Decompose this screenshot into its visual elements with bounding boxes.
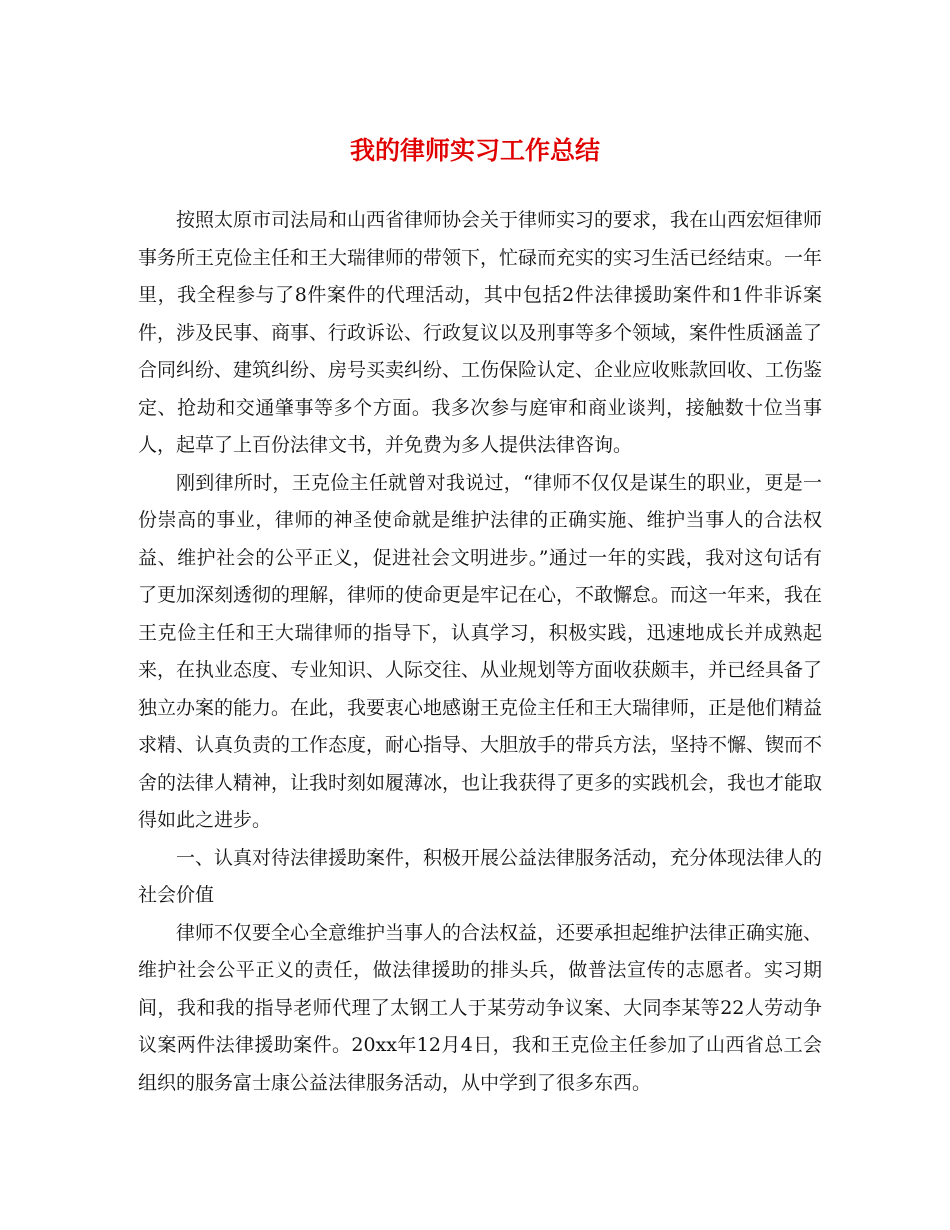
paragraph-intro: 按照太原市司法局和山西省律师协会关于律师实习的要求，我在山西宏烜律师事务所王克俭主任和王大瑞律师的带领下，忙碌而充实的实习生活已经结束。一年里，我全程参与了8件案件的代理活动，其中包括2件法律援助案件和1件非诉案件，涉及民事、商事、行政诉讼、行政复议以及刑事等多个领域，案件性质涵盖了合同纠纷、建筑纠纷、房号买卖纠纷、工伤保险认定、企业应收账款回收、工伤鉴定、抢劫和交通肇事等多个方面。我多次参与庭审和商业谈判，接触数十位当事人，起草了上百份法律文书，并免费为多人提供法律咨询。 <box>138 209 823 456</box>
paragraph-mentor-gratitude: 刚到律所时，王克俭主任就曾对我说过，“律师不仅仅是谋生的职业，更是一份崇高的事业，律师的神圣使命就是维护法律的正确实施、维护当事人的合法权益、维护社会的公平正义，促进社会文明进步。”通过一年的实践，我对这句话有了更加深刻透彻的理解，律师的使命更是牢记在心，不敢懈怠。而这一年来，我在王克俭主任和王大瑞律师的指导下，认真学习，积极实践，迅速地成长并成熟起来，在执业态度、专业知识、人际交往、从业规划等方面收获颇丰，并已经具备了独立办案的能力。在此，我要衷心地感谢王克俭主任和王大瑞律师，正是他们精益求精、认真负责的工作态度，耐心指导、大胆放手的带兵方法，坚持不懈、锲而不舍的法律人精神，让我时刻如履薄冰，也让我获得了更多的实践机会，我也才能取得如此之进步。 <box>138 471 823 831</box>
document-title: 我的律师实习工作总结 <box>349 136 600 165</box>
document-body <box>138 202 822 1102</box>
paragraph-legal-aid: 律师不仅要全心全意维护当事人的合法权益，还要承担起维护法律正确实施、维护社会公平正义的责任，做法律援助的排头兵，做普法宣传的志愿者。实习期间，我和我的指导老师代理了太钢工人于某劳动争议案、大同李某等22人劳动争议案两件法律援助案件。20xx年12月4日，我和王克俭主任参加了山西省总工会组织的服务富士康公益法律服务活动，从中学到了很多东西。 <box>138 921 823 1094</box>
section-heading-legal-aid: 一、认真对待法律援助案件，积极开展公益法律服务活动，充分体现法律人的社会价值 <box>138 846 823 906</box>
